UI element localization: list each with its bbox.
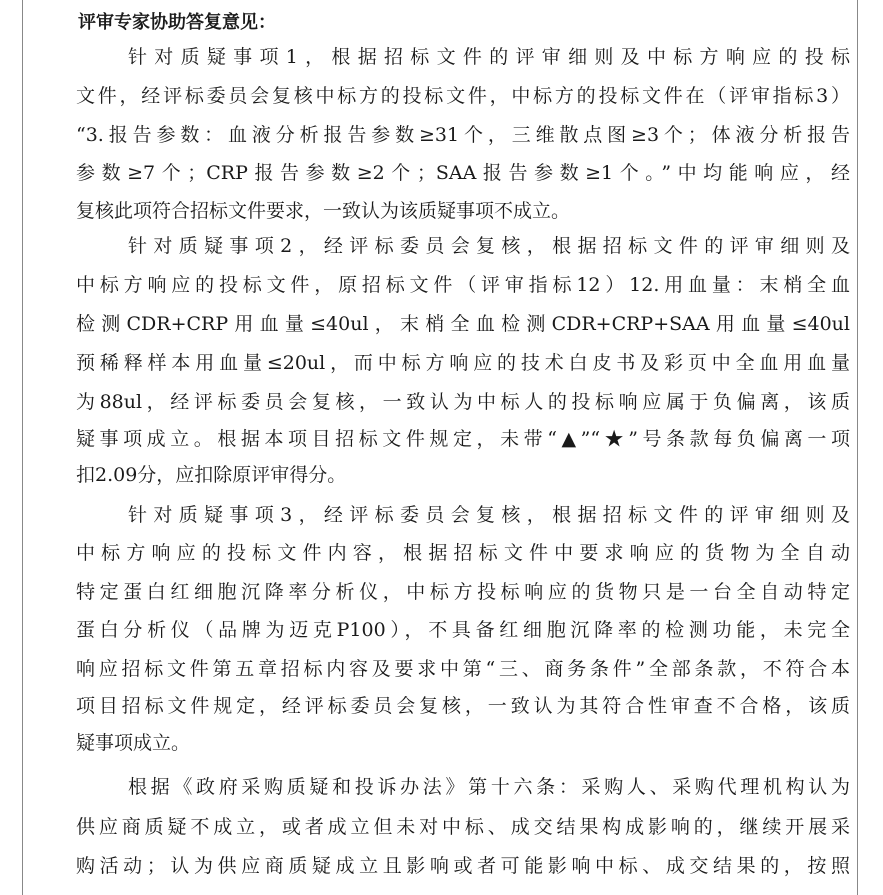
text-line: 疑事项成立。 [76,732,191,754]
text-line: 蛋白分析仪（品牌为迈克P100），不具备红细胞沉降率的检测功能，未完全 [76,619,850,641]
document-heading: 评审专家协助答复意见： [78,12,276,33]
text-line: 响应招标文件第五章招标内容及要求中第“三、商务条件”全部条款，不符合本 [76,658,850,680]
text-line: 针对质疑事项2，经评标委员会复核，根据招标文件的评审细则及 [128,235,850,257]
text-line: 特定蛋白红细胞沉降率分析仪，中标方投标响应的货物只是一台全自动特定 [76,581,850,603]
text-line: 预稀释样本用血量≤20ul，而中标方响应的技术白皮书及彩页中全血用血量 [76,352,850,374]
text-line: 根据《政府采购质疑和投诉办法》第十六条：采购人、采购代理机构认为 [128,776,850,798]
text-line: 项目招标文件规定，经评标委员会复核，一致认为其符合性审查不合格，该质 [76,695,850,717]
text-line: 中标方响应的投标文件，原招标文件（评审指标12）12.用血量：末梢全血 [76,274,850,296]
page-right-border [857,0,858,895]
text-line: “3.报告参数：血液分析报告参数≥31个，三维散点图≥3个；体液分析报告 [76,124,850,146]
text-line: 检测CDR+CRP用血量≤40ul，末梢全血检测CDR+CRP+SAA用血量≤40ul [76,313,850,335]
text-line: 参数≥7个；CRP报告参数≥2个；SAA报告参数≥1个。”中均能响应，经 [76,162,850,184]
text-line: 购活动；认为供应商质疑成立且影响或者可能影响中标、成交结果的，按照 [76,855,850,877]
text-line: 文件，经评标委员会复核中标方的投标文件，中标方的投标文件在（评审指标3） [76,85,850,107]
text-line: 中标方响应的投标文件内容，根据招标文件中要求响应的货物为全自动 [76,542,850,564]
text-line: 疑事项成立。根据本项目招标文件规定，未带“▲”“★”号条款每负偏离一项 [76,428,850,450]
text-line: 针对质疑事项3，经评标委员会复核，根据招标文件的评审细则及 [128,504,850,526]
text-line: 扣2.09分，应扣除原评审得分。 [76,464,347,486]
text-line: 复核此项符合招标文件要求，一致认为该质疑事项不成立。 [76,200,571,222]
page-left-border [22,0,23,895]
text-line: 供应商质疑不成立，或者成立但未对中标、成交结果构成影响的，继续开展采 [76,816,850,838]
text-line: 针对质疑事项1，根据招标文件的评审细则及中标方响应的投标 [128,46,850,68]
text-line: 为88ul，经评标委员会复核，一致认为中标人的投标响应属于负偏离，该质 [76,391,850,413]
